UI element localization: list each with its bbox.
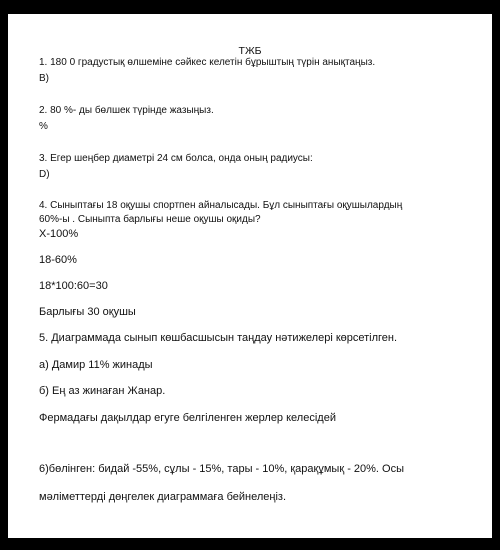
question-1: 1. 180 0 градустық өлшеміне сәйкес келетін бұрыштың түрін анықтаңыз.	[39, 57, 376, 68]
question-6-intro: Фермадағы дақылдар егуге белгіленген жерлер келесідей	[39, 412, 336, 424]
question-6-line-2: мәліметтерді дөңгелек диаграммаға бейнелеңіз.	[39, 491, 287, 503]
question-5: 5. Диаграммада сынып көшбасшысын таңдау нәтижелері көрсетілген.	[39, 332, 398, 344]
page-title: ТЖБ	[238, 45, 262, 57]
question-3: 3. Егер шеңбер диаметрі 24 см болса, онда оның радиусы:	[39, 153, 313, 164]
answer-5a: а) Дамир 11% жинады	[39, 359, 153, 371]
answer-2: %	[39, 121, 48, 132]
work-line-2: 18-60%	[39, 254, 77, 266]
worksheet-page	[8, 14, 492, 538]
question-4-line-2: 60%-ы . Сыныпта барлығы неше оқушы оқиды?	[39, 214, 261, 225]
answer-1: B)	[39, 73, 49, 84]
work-line-1: X-100%	[39, 228, 79, 240]
answer-4: Барлығы 30 оқушы	[39, 306, 136, 318]
question-6-line-1: 6)бөлінген: бидай -55%, сұлы - 15%, тары - 10%, қарақұмық - 20%. Осы	[39, 463, 404, 475]
work-line-3: 18*100:60=30	[39, 280, 108, 292]
answer-3: D)	[39, 169, 50, 180]
question-2: 2. 80 %- ды бөлшек түрінде жазыңыз.	[39, 105, 214, 116]
question-4-line-1: 4. Сыныптағы 18 оқушы спортпен айналысады. Бұл сыныптағы оқушылардың	[39, 200, 403, 211]
answer-5b: б) Ең аз жинаған Жанар.	[39, 385, 166, 397]
